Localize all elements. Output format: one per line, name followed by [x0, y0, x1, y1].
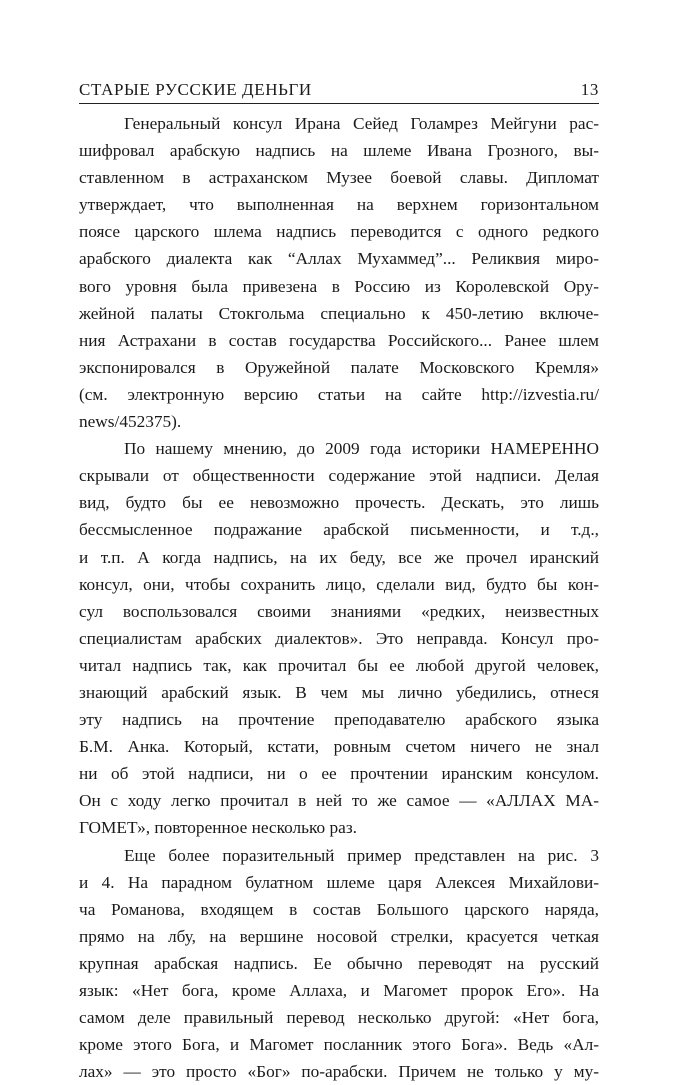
text-line: news/452375).	[79, 412, 182, 432]
header-rule	[79, 103, 599, 104]
text-line: ча Романова, входящем в состав Большого царского наряда,	[79, 899, 599, 919]
text-line: Еще более поразительный пример представлен на рис. 3	[124, 845, 599, 865]
page-number: 13	[580, 80, 599, 99]
text-line: шифровал арабскую надпись на шлеме Ивана Грозного, вы-	[79, 141, 599, 161]
text-line: консул, они, чтобы сохранить лицо, сделали вид, будто бы кон-	[79, 574, 599, 594]
text-line: поясе царского шлема надпись переводится с одного редкого	[79, 222, 599, 242]
text-line: По нашему мнению, до 2009 года историки НАМЕРЕННО	[124, 439, 599, 459]
text-line: самом деле правильный перевод несколько другой: «Нет бога,	[79, 1008, 599, 1028]
text-line: ГОМЕТ», повторенное несколько раз.	[79, 818, 357, 838]
text-line: язык: «Нет бога, кроме Аллаха, и Магомет пророк Его». На	[79, 981, 599, 1000]
text-line: знающий арабский язык. В чем мы лично убедились, отнеся	[79, 682, 599, 702]
text-line: ния Астрахани в состав государства Российского... Ранее шлем	[79, 330, 599, 350]
text-line: читал надпись так, как прочитал бы ее любой другой человек,	[79, 655, 599, 675]
text-line: Он с ходу легко прочитал в ней то же самое — «АЛЛАХ МА-	[79, 791, 599, 811]
text-line: сул воспользовался своими знаниями «редких, неизвестных	[79, 601, 599, 621]
text-line: вого уровня была привезена в Россию из Королевской Ору-	[79, 276, 599, 296]
text-line: и 4. На парадном булатном шлеме царя Алексея Михайлови-	[79, 872, 599, 892]
text-line: эту надпись на прочтение преподавателю арабского языка	[79, 710, 599, 730]
text-line: утверждает, что выполненная на верхнем горизонтальном	[79, 195, 599, 215]
running-head	[79, 74, 599, 100]
text-line: ставленном в астраханском Музее боевой славы. Дипломат	[79, 168, 599, 188]
text-line: (см. электронную версию статьи на сайте http://izvestia.ru/	[79, 384, 599, 404]
text-line: экспонировался в Оружейной палате Московского Кремля»	[79, 357, 599, 377]
text-line: крупная арабская надпись. Ее обычно переводят на русский	[79, 953, 599, 973]
text-line: арабского диалекта как “Аллах Мухаммед”... Реликвия миро-	[79, 249, 599, 269]
text-line: Генеральный консул Ирана Сейед Голамрез Мейгуни рас-	[124, 114, 599, 133]
body-text	[79, 110, 599, 1085]
text-line: кроме этого Бога, и Магомет посланник этого Бога». Ведь «Ал-	[79, 1035, 599, 1055]
text-line: жейной палаты Стокгольма специально к 450-летию включе-	[79, 303, 599, 323]
text-line: лах» — это просто «Бог» по-арабски. Причем не только у му-	[79, 1062, 599, 1082]
text-line: Б.М. Анка. Который, кстати, ровным счетом ничего не знал	[79, 737, 599, 757]
text-line: специалистам арабских диалектов». Это неправда. Консул про-	[79, 628, 599, 648]
text-line: вид, будто бы ее невозможно прочесть. Дескать, это лишь	[79, 493, 599, 513]
text-line: скрывали от общественности содержание этой надписи. Делая	[79, 466, 599, 486]
text-line: и т.п. А когда надпись, на их беду, все же прочел иранский	[79, 547, 599, 567]
text-line: бессмысленное подражание арабской письменности, и т.д.,	[79, 520, 599, 540]
running-title: СТАРЫЕ РУССКИЕ ДЕНЬГИ	[79, 80, 312, 99]
text-line: ни об этой надписи, ни о ее прочтении иранским консулом.	[79, 764, 599, 784]
text-line: прямо на лбу, на вершине носовой стрелки, красуется четкая	[79, 926, 599, 946]
